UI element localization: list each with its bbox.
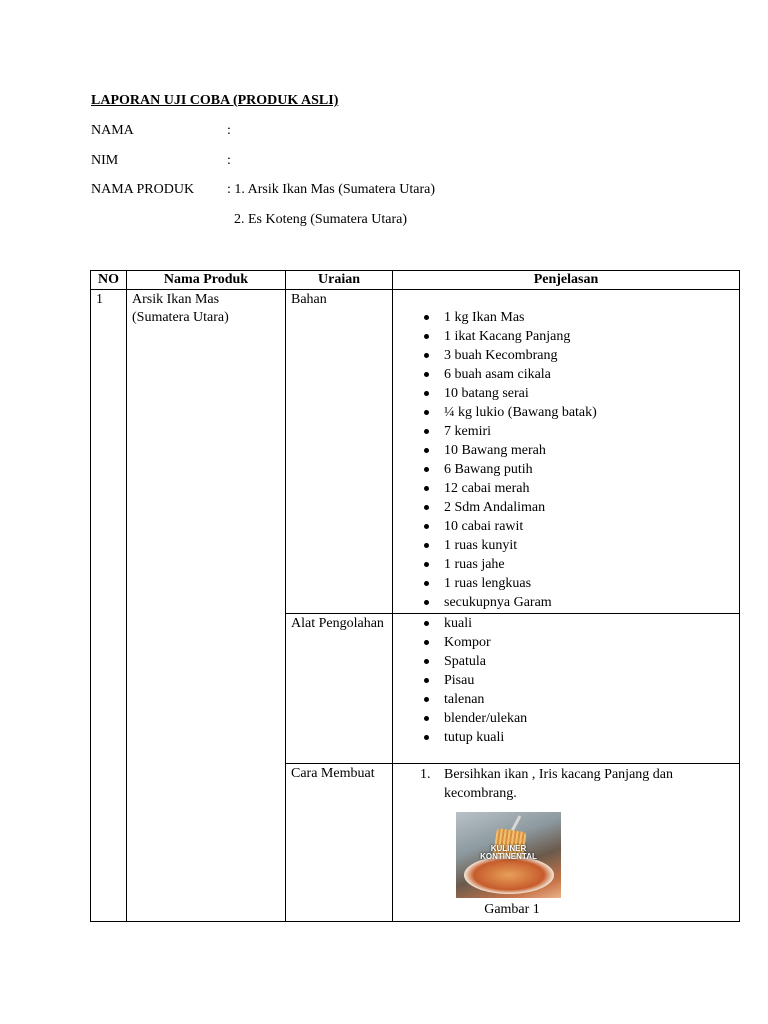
product-table (90, 270, 740, 922)
bahan-item: 1 ruas kunyit (444, 536, 734, 555)
bahan-item: 3 buah Kecombrang (444, 346, 734, 365)
field-nim-label: NIM (91, 153, 119, 168)
header-uraian: Uraian (286, 271, 393, 290)
bahan-item: 6 Bawang putih (444, 460, 734, 479)
bahan-item: secukupnya Garam (444, 593, 734, 612)
cell-no: 1 (91, 290, 127, 922)
figure-1 (456, 812, 561, 919)
field-nama (91, 123, 231, 139)
bahan-item: 1 kg Ikan Mas (444, 308, 734, 327)
cell-penjelasan-alat (393, 614, 740, 764)
cell-penjelasan-bahan (393, 290, 740, 614)
bahan-item: 10 batang serai (444, 384, 734, 403)
field-nama-produk (91, 182, 435, 198)
bahan-item: 1 ruas jahe (444, 555, 734, 574)
bahan-item: 10 cabai rawit (444, 517, 734, 536)
image-brand-line2: KONTINENTAL (480, 852, 537, 861)
bahan-item: 2 Sdm Andaliman (444, 498, 734, 517)
bahan-item: 10 Bawang merah (444, 441, 734, 460)
table-row-bahan (91, 290, 740, 614)
image-brand (456, 845, 561, 861)
bahan-list (398, 308, 734, 612)
alat-item: tutup kuali (444, 728, 734, 747)
bahan-item: 1 ikat Kacang Panjang (444, 327, 734, 346)
cara-step (420, 765, 734, 803)
field-nama-produk-line2: 2. Es Koteng (Sumatera Utara) (234, 212, 407, 227)
alat-item: blender/ulekan (444, 709, 734, 728)
header-no: NO (91, 271, 127, 290)
alat-item: kuali (444, 614, 734, 633)
food-image (456, 812, 561, 898)
bahan-item: ¼ kg lukio (Bawang batak) (444, 403, 734, 422)
bahan-item: 6 buah asam cikala (444, 365, 734, 384)
cell-uraian-alat: Alat Pengolahan (286, 614, 393, 764)
cell-uraian-cara: Cara Membuat (286, 764, 393, 922)
cara-list (398, 765, 734, 803)
header-nama-produk: Nama Produk (127, 271, 286, 290)
field-nama-produk-label: NAMA PRODUK (91, 182, 195, 197)
cara-step-text: Bersihkan ikan , Iris kacang Panjang dan kecombrang. (444, 767, 673, 801)
report-title: LAPORAN UJI COBA (PRODUK ASLI) (91, 93, 339, 108)
alat-item: Pisau (444, 671, 734, 690)
plate-shape (464, 856, 554, 894)
cara-step-number: 1. (420, 767, 431, 782)
table-header-row (91, 271, 740, 290)
bahan-item: 1 ruas lengkuas (444, 574, 734, 593)
image-brand-line1: KULINER (490, 844, 527, 853)
alat-item: Spatula (444, 652, 734, 671)
field-nim-value: : (227, 153, 231, 168)
cell-nama-produk: Arsik Ikan Mas (Sumatera Utara) (127, 290, 286, 922)
alat-item: talenan (444, 690, 734, 709)
cell-penjelasan-cara (393, 764, 740, 922)
field-nim (91, 153, 231, 169)
alat-item: Kompor (444, 633, 734, 652)
bahan-item: 12 cabai merah (444, 479, 734, 498)
alat-list (398, 614, 734, 747)
figure-caption: Gambar 1 (484, 902, 540, 917)
header-penjelasan: Penjelasan (393, 271, 740, 290)
field-nama-value: : (227, 123, 231, 138)
field-nama-label: NAMA (91, 123, 134, 138)
cell-uraian-bahan: Bahan (286, 290, 393, 614)
bahan-item: 7 kemiri (444, 422, 734, 441)
field-nama-produk-value: : 1. Arsik Ikan Mas (Sumatera Utara) (227, 182, 435, 197)
